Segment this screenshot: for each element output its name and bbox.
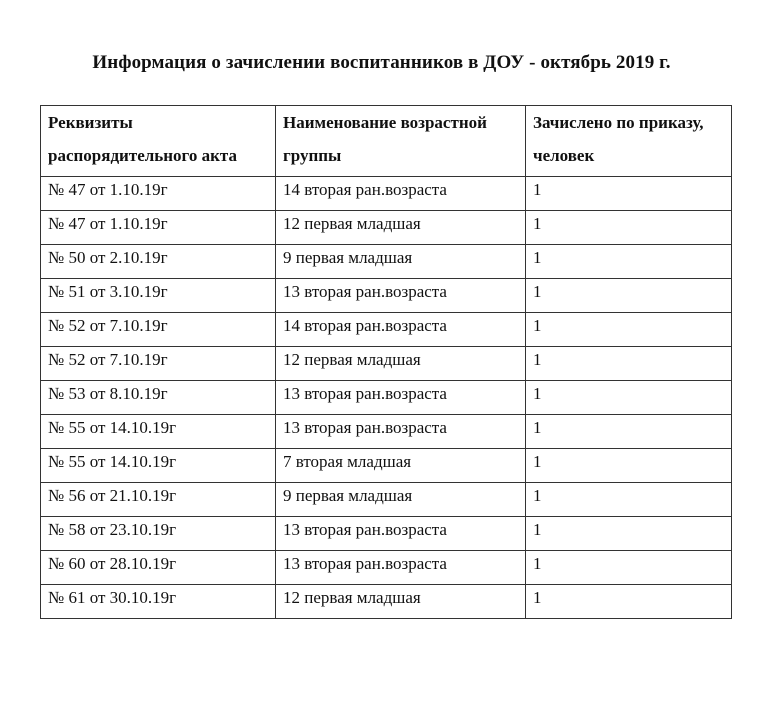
cell-group: 13 вторая ран.возраста <box>276 415 526 449</box>
table-row <box>41 585 732 619</box>
table-row <box>41 381 732 415</box>
table-row <box>41 551 732 585</box>
cell-act: № 47 от 1.10.19г <box>41 177 276 211</box>
cell-group: 7 вторая младшая <box>276 449 526 483</box>
cell-count: 1 <box>526 177 732 211</box>
cell-count: 1 <box>526 313 732 347</box>
header-act <box>41 106 276 177</box>
cell-act: № 55 от 14.10.19г <box>41 415 276 449</box>
table-row <box>41 415 732 449</box>
cell-act: № 55 от 14.10.19г <box>41 449 276 483</box>
table-row <box>41 517 732 551</box>
cell-count: 1 <box>526 551 732 585</box>
header-act-line2: распорядительного акта <box>48 146 237 165</box>
cell-count: 1 <box>526 449 732 483</box>
cell-count: 1 <box>526 585 732 619</box>
cell-act: № 61 от 30.10.19г <box>41 585 276 619</box>
cell-act: № 50 от 2.10.19г <box>41 245 276 279</box>
enrollment-table <box>40 105 732 619</box>
cell-count: 1 <box>526 245 732 279</box>
cell-group: 13 вторая ран.возраста <box>276 279 526 313</box>
cell-act: № 47 от 1.10.19г <box>41 211 276 245</box>
table-row <box>41 313 732 347</box>
cell-act: № 53 от 8.10.19г <box>41 381 276 415</box>
cell-group: 9 первая младшая <box>276 483 526 517</box>
cell-act: № 52 от 7.10.19г <box>41 313 276 347</box>
cell-group: 13 вторая ран.возраста <box>276 381 526 415</box>
table-body <box>41 177 732 619</box>
header-row <box>41 106 732 177</box>
cell-count: 1 <box>526 211 732 245</box>
table-row <box>41 279 732 313</box>
cell-count: 1 <box>526 483 732 517</box>
header-group-line1: Наименование возрастной <box>283 113 487 132</box>
cell-act: № 60 от 28.10.19г <box>41 551 276 585</box>
cell-group: 14 вторая ран.возраста <box>276 313 526 347</box>
table-row <box>41 177 732 211</box>
table-row <box>41 449 732 483</box>
cell-act: № 51 от 3.10.19г <box>41 279 276 313</box>
header-count-line1: Зачислено по приказу, <box>533 113 704 132</box>
header-count <box>526 106 732 177</box>
header-count-line2: человек <box>533 146 595 165</box>
cell-act: № 58 от 23.10.19г <box>41 517 276 551</box>
cell-count: 1 <box>526 415 732 449</box>
table-row <box>41 211 732 245</box>
header-group <box>276 106 526 177</box>
table-row <box>41 483 732 517</box>
table-row <box>41 245 732 279</box>
table-header <box>41 106 732 177</box>
cell-group: 12 первая младшая <box>276 211 526 245</box>
cell-group: 14 вторая ран.возраста <box>276 177 526 211</box>
header-group-line2: группы <box>283 146 342 165</box>
cell-count: 1 <box>526 381 732 415</box>
cell-act: № 56 от 21.10.19г <box>41 483 276 517</box>
cell-group: 13 вторая ран.возраста <box>276 551 526 585</box>
page-title: Информация о зачислении воспитанников в ДОУ - октябрь 2019 г. <box>92 52 671 73</box>
cell-group: 13 вторая ран.возраста <box>276 517 526 551</box>
cell-act: № 52 от 7.10.19г <box>41 347 276 381</box>
cell-group: 9 первая младшая <box>276 245 526 279</box>
cell-count: 1 <box>526 347 732 381</box>
cell-count: 1 <box>526 279 732 313</box>
cell-group: 12 первая младшая <box>276 585 526 619</box>
cell-group: 12 первая младшая <box>276 347 526 381</box>
cell-count: 1 <box>526 517 732 551</box>
header-act-line1: Реквизиты <box>48 113 133 132</box>
table-row <box>41 347 732 381</box>
